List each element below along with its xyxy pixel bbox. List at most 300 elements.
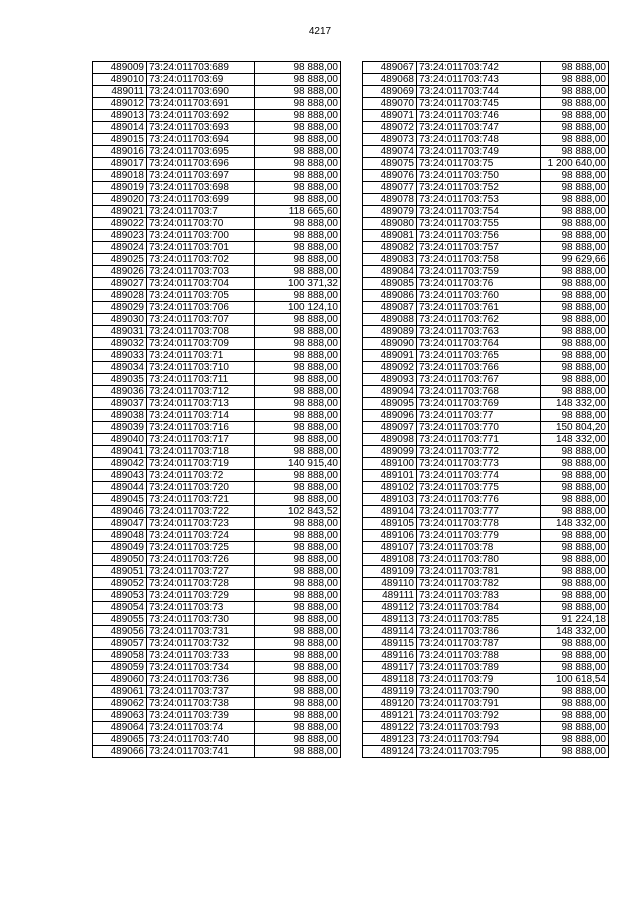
cadastral-number-cell: 73:24:011703:73 [147,602,255,614]
cadastral-value-cell: 98 888,00 [541,542,609,554]
cadastral-value-cell: 98 888,00 [541,530,609,542]
table-row [363,746,609,758]
row-number-cell: 489069 [363,86,417,98]
table-row [93,254,341,266]
table-row [93,290,341,302]
cadastral-number-cell: 73:24:011703:726 [147,554,255,566]
row-number-cell: 489041 [93,446,147,458]
table-row [363,86,609,98]
cadastral-number-cell: 73:24:011703:757 [417,242,541,254]
row-number-cell: 489015 [93,134,147,146]
table-row [93,326,341,338]
table-row [363,74,609,86]
cadastral-number-cell: 73:24:011703:75 [417,158,541,170]
table-row [363,458,609,470]
row-number-cell: 489036 [93,386,147,398]
cadastral-number-cell: 73:24:011703:793 [417,722,541,734]
cadastral-value-cell: 98 888,00 [255,230,341,242]
row-number-cell: 489014 [93,122,147,134]
cadastral-value-cell: 98 888,00 [255,614,341,626]
table-row [363,134,609,146]
cadastral-value-cell: 98 888,00 [541,554,609,566]
cadastral-value-cell: 98 888,00 [541,650,609,662]
cadastral-number-cell: 73:24:011703:782 [417,578,541,590]
cadastral-value-cell: 99 629,66 [541,254,609,266]
cadastral-value-cell: 98 888,00 [541,266,609,278]
row-number-cell: 489078 [363,194,417,206]
table-row [93,518,341,530]
cadastral-value-cell: 98 888,00 [255,638,341,650]
cadastral-value-cell: 98 888,00 [255,470,341,482]
cadastral-value-cell: 98 888,00 [541,566,609,578]
cadastral-number-cell: 73:24:011703:747 [417,122,541,134]
row-number-cell: 489032 [93,338,147,350]
cadastral-value-cell: 98 888,00 [541,482,609,494]
row-number-cell: 489017 [93,158,147,170]
row-number-cell: 489104 [363,506,417,518]
cadastral-number-cell: 73:24:011703:707 [147,314,255,326]
row-number-cell: 489096 [363,410,417,422]
cadastral-number-cell: 73:24:011703:721 [147,494,255,506]
table-row [363,662,609,674]
row-number-cell: 489052 [93,578,147,590]
cadastral-number-cell: 73:24:011703:780 [417,554,541,566]
cadastral-number-cell: 73:24:011703:700 [147,230,255,242]
cadastral-number-cell: 73:24:011703:756 [417,230,541,242]
table-row [363,686,609,698]
table-row [363,722,609,734]
table-row [93,386,341,398]
row-number-cell: 489039 [93,422,147,434]
row-number-cell: 489029 [93,302,147,314]
cadastral-number-cell: 73:24:011703:794 [417,734,541,746]
table-row [93,146,341,158]
cadastral-number-cell: 73:24:011703:748 [417,134,541,146]
cadastral-number-cell: 73:24:011703:712 [147,386,255,398]
row-number-cell: 489047 [93,518,147,530]
row-number-cell: 489023 [93,230,147,242]
table-row [93,722,341,734]
row-number-cell: 489040 [93,434,147,446]
row-number-cell: 489050 [93,554,147,566]
row-number-cell: 489086 [363,290,417,302]
cadastral-value-cell: 100 124,10 [255,302,341,314]
row-number-cell: 489085 [363,278,417,290]
cadastral-value-cell: 98 888,00 [541,458,609,470]
cadastral-number-cell: 73:24:011703:771 [417,434,541,446]
cadastral-value-cell: 98 888,00 [541,350,609,362]
cadastral-number-cell: 73:24:011703:792 [417,710,541,722]
row-number-cell: 489009 [93,62,147,74]
cadastral-value-cell: 98 888,00 [255,518,341,530]
row-number-cell: 489062 [93,698,147,710]
row-number-cell: 489106 [363,530,417,542]
cadastral-value-cell: 98 888,00 [541,470,609,482]
cadastral-number-cell: 73:24:011703:760 [417,290,541,302]
table-row [363,242,609,254]
cadastral-value-cell: 98 888,00 [541,206,609,218]
row-number-cell: 489122 [363,722,417,734]
cadastral-number-cell: 73:24:011703:788 [417,650,541,662]
table-row [93,710,341,722]
row-number-cell: 489110 [363,578,417,590]
row-number-cell: 489083 [363,254,417,266]
cadastral-number-cell: 73:24:011703:764 [417,338,541,350]
cadastral-number-cell: 73:24:011703:779 [417,530,541,542]
table-row [363,734,609,746]
table-row [363,566,609,578]
table-row [363,482,609,494]
cadastral-value-cell: 98 888,00 [255,602,341,614]
page-number: 4217 [308,26,332,37]
cadastral-number-cell: 73:24:011703:713 [147,398,255,410]
cadastral-number-cell: 73:24:011703:762 [417,314,541,326]
cadastral-number-cell: 73:24:011703:704 [147,278,255,290]
table-row [363,614,609,626]
cadastral-value-cell: 98 888,00 [255,266,341,278]
table-row [363,434,609,446]
table-row [363,602,609,614]
table-row [363,470,609,482]
cadastral-number-cell: 73:24:011703:781 [417,566,541,578]
cadastral-number-cell: 73:24:011703:754 [417,206,541,218]
cadastral-value-cell: 98 888,00 [255,746,341,758]
row-number-cell: 489071 [363,110,417,122]
row-number-cell: 489092 [363,362,417,374]
row-number-cell: 489051 [93,566,147,578]
cadastral-number-cell: 73:24:011703:733 [147,650,255,662]
row-number-cell: 489063 [93,710,147,722]
row-number-cell: 489111 [363,590,417,602]
table-row [93,302,341,314]
table-row [363,338,609,350]
cadastral-value-cell: 98 888,00 [541,62,609,74]
cadastral-value-cell: 102 843,52 [255,506,341,518]
cadastral-number-cell: 73:24:011703:70 [147,218,255,230]
cadastral-value-cell: 98 888,00 [255,446,341,458]
row-number-cell: 489072 [363,122,417,134]
table-row [93,434,341,446]
row-number-cell: 489112 [363,602,417,614]
cadastral-value-cell: 98 888,00 [255,62,341,74]
row-number-cell: 489043 [93,470,147,482]
cadastral-number-cell: 73:24:011703:740 [147,734,255,746]
row-number-cell: 489076 [363,170,417,182]
cadastral-value-cell: 98 888,00 [541,410,609,422]
table-row [363,530,609,542]
cadastral-value-cell: 98 888,00 [541,710,609,722]
cadastral-value-cell: 98 888,00 [255,290,341,302]
cadastral-number-cell: 73:24:011703:7 [147,206,255,218]
cadastral-value-cell: 118 665,60 [255,206,341,218]
table-row [363,194,609,206]
cadastral-value-cell: 150 804,20 [541,422,609,434]
cadastral-number-cell: 73:24:011703:790 [417,686,541,698]
row-number-cell: 489084 [363,266,417,278]
table-row [363,146,609,158]
table-row [93,482,341,494]
table-row [93,362,341,374]
cadastral-number-cell: 73:24:011703:778 [417,518,541,530]
cadastral-value-cell: 98 888,00 [255,158,341,170]
table-row [93,530,341,542]
cadastral-number-cell: 73:24:011703:701 [147,242,255,254]
row-number-cell: 489107 [363,542,417,554]
cadastral-value-cell: 148 332,00 [541,626,609,638]
row-number-cell: 489074 [363,146,417,158]
table-row [93,98,341,110]
cadastral-value-cell: 98 888,00 [541,662,609,674]
cadastral-value-cell: 98 888,00 [255,182,341,194]
cadastral-number-cell: 73:24:011703:691 [147,98,255,110]
cadastral-value-cell: 98 888,00 [255,194,341,206]
row-number-cell: 489094 [363,386,417,398]
table-row [93,218,341,230]
row-number-cell: 489037 [93,398,147,410]
row-number-cell: 489027 [93,278,147,290]
table-row [93,650,341,662]
cadastral-number-cell: 73:24:011703:738 [147,698,255,710]
cadastral-number-cell: 73:24:011703:786 [417,626,541,638]
row-number-cell: 489098 [363,434,417,446]
cadastral-value-cell: 98 888,00 [541,278,609,290]
row-number-cell: 489054 [93,602,147,614]
cadastral-number-cell: 73:24:011703:767 [417,374,541,386]
cadastral-value-cell: 98 888,00 [255,110,341,122]
cadastral-value-cell: 98 888,00 [255,338,341,350]
row-number-cell: 489035 [93,374,147,386]
cadastral-number-cell: 73:24:011703:78 [417,542,541,554]
table-row [93,338,341,350]
row-number-cell: 489089 [363,326,417,338]
row-number-cell: 489011 [93,86,147,98]
row-number-cell: 489067 [363,62,417,74]
row-number-cell: 489034 [93,362,147,374]
row-number-cell: 489100 [363,458,417,470]
cadastral-value-cell: 98 888,00 [255,242,341,254]
cadastral-number-cell: 73:24:011703:696 [147,158,255,170]
cadastral-number-cell: 73:24:011703:76 [417,278,541,290]
cadastral-number-cell: 73:24:011703:728 [147,578,255,590]
row-number-cell: 489058 [93,650,147,662]
row-number-cell: 489038 [93,410,147,422]
cadastral-number-cell: 73:24:011703:731 [147,626,255,638]
cadastral-number-cell: 73:24:011703:761 [417,302,541,314]
table-row [93,638,341,650]
cadastral-value-cell: 98 888,00 [255,542,341,554]
table-row [93,602,341,614]
row-number-cell: 489061 [93,686,147,698]
cadastral-value-cell: 98 888,00 [541,734,609,746]
table-row [363,674,609,686]
row-number-cell: 489046 [93,506,147,518]
cadastral-number-cell: 73:24:011703:722 [147,506,255,518]
row-number-cell: 489044 [93,482,147,494]
cadastral-value-cell: 98 888,00 [541,446,609,458]
table-row [363,422,609,434]
cadastral-value-cell: 98 888,00 [255,374,341,386]
table-row [93,122,341,134]
table-row [93,86,341,98]
cadastral-value-cell: 98 888,00 [255,218,341,230]
cadastral-number-cell: 73:24:011703:698 [147,182,255,194]
table-row [363,698,609,710]
table-row [93,614,341,626]
cadastral-number-cell: 73:24:011703:708 [147,326,255,338]
table-row [363,410,609,422]
row-number-cell: 489048 [93,530,147,542]
row-number-cell: 489093 [363,374,417,386]
cadastral-value-cell: 140 915,40 [255,458,341,470]
cadastral-value-cell: 98 888,00 [255,86,341,98]
row-number-cell: 489016 [93,146,147,158]
cadastral-value-cell: 98 888,00 [255,434,341,446]
row-number-cell: 489095 [363,398,417,410]
cadastral-number-cell: 73:24:011703:750 [417,170,541,182]
cadastral-value-cell: 98 888,00 [541,362,609,374]
row-number-cell: 489068 [363,74,417,86]
table-row [93,674,341,686]
table-row [363,446,609,458]
table-row [93,170,341,182]
row-number-cell: 489079 [363,206,417,218]
table-row [363,638,609,650]
cadastral-number-cell: 73:24:011703:753 [417,194,541,206]
row-number-cell: 489121 [363,710,417,722]
cadastral-number-cell: 73:24:011703:729 [147,590,255,602]
cadastral-number-cell: 73:24:011703:699 [147,194,255,206]
cadastral-number-cell: 73:24:011703:777 [417,506,541,518]
cadastral-number-cell: 73:24:011703:717 [147,434,255,446]
cadastral-number-cell: 73:24:011703:795 [417,746,541,758]
cadastral-number-cell: 73:24:011703:766 [417,362,541,374]
cadastral-value-cell: 98 888,00 [255,590,341,602]
cadastral-value-cell: 98 888,00 [255,146,341,158]
row-number-cell: 489075 [363,158,417,170]
cadastral-number-cell: 73:24:011703:787 [417,638,541,650]
table-row [93,194,341,206]
table-row [93,746,341,758]
cadastral-number-cell: 73:24:011703:690 [147,86,255,98]
table-row [363,326,609,338]
row-number-cell: 489057 [93,638,147,650]
cadastral-value-table-right [362,61,609,758]
table-row [93,698,341,710]
table-row [363,206,609,218]
table-row [363,170,609,182]
table-row [363,122,609,134]
cadastral-number-cell: 73:24:011703:706 [147,302,255,314]
cadastral-value-cell: 98 888,00 [541,182,609,194]
table-row [93,494,341,506]
row-number-cell: 489065 [93,734,147,746]
row-number-cell: 489020 [93,194,147,206]
table-row [93,398,341,410]
cadastral-number-cell: 73:24:011703:773 [417,458,541,470]
cadastral-value-cell: 98 888,00 [541,302,609,314]
cadastral-value-cell: 98 888,00 [255,326,341,338]
row-number-cell: 489022 [93,218,147,230]
cadastral-value-cell: 98 888,00 [541,218,609,230]
cadastral-number-cell: 73:24:011703:718 [147,446,255,458]
cadastral-number-cell: 73:24:011703:709 [147,338,255,350]
cadastral-number-cell: 73:24:011703:758 [417,254,541,266]
table-row [363,554,609,566]
row-number-cell: 489066 [93,746,147,758]
cadastral-value-cell: 98 888,00 [255,170,341,182]
row-number-cell: 489059 [93,662,147,674]
cadastral-number-cell: 73:24:011703:693 [147,122,255,134]
cadastral-value-cell: 98 888,00 [255,566,341,578]
cadastral-value-cell: 148 332,00 [541,398,609,410]
table-row [363,398,609,410]
cadastral-value-cell: 98 888,00 [255,686,341,698]
row-number-cell: 489118 [363,674,417,686]
row-number-cell: 489053 [93,590,147,602]
row-number-cell: 489060 [93,674,147,686]
table-row [93,314,341,326]
cadastral-number-cell: 73:24:011703:743 [417,74,541,86]
row-number-cell: 489049 [93,542,147,554]
cadastral-value-cell: 98 888,00 [255,134,341,146]
cadastral-number-cell: 73:24:011703:694 [147,134,255,146]
row-number-cell: 489115 [363,638,417,650]
table-row [363,254,609,266]
table-row [363,374,609,386]
table-row [363,98,609,110]
table-row [93,374,341,386]
row-number-cell: 489108 [363,554,417,566]
cadastral-number-cell: 73:24:011703:745 [417,98,541,110]
table-row [93,278,341,290]
cadastral-number-cell: 73:24:011703:710 [147,362,255,374]
table-row [363,578,609,590]
row-number-cell: 489097 [363,422,417,434]
table-row [93,626,341,638]
cadastral-value-cell: 98 888,00 [255,650,341,662]
cadastral-value-table-left [92,61,341,758]
table-row [363,314,609,326]
cadastral-value-cell: 98 888,00 [541,374,609,386]
cadastral-value-cell: 98 888,00 [541,314,609,326]
row-number-cell: 489088 [363,314,417,326]
cadastral-value-cell: 98 888,00 [541,386,609,398]
table-row [363,494,609,506]
cadastral-number-cell: 73:24:011703:776 [417,494,541,506]
cadastral-number-cell: 73:24:011703:768 [417,386,541,398]
row-number-cell: 489018 [93,170,147,182]
table-row [93,734,341,746]
row-number-cell: 489124 [363,746,417,758]
cadastral-value-cell: 98 888,00 [255,350,341,362]
cadastral-number-cell: 73:24:011703:723 [147,518,255,530]
table-row [93,554,341,566]
cadastral-value-cell: 98 888,00 [541,230,609,242]
cadastral-value-cell: 98 888,00 [255,314,341,326]
cadastral-value-cell: 98 888,00 [541,74,609,86]
cadastral-value-cell: 98 888,00 [255,362,341,374]
row-number-cell: 489030 [93,314,147,326]
table-row [363,386,609,398]
table-row [363,710,609,722]
cadastral-value-cell: 98 888,00 [541,122,609,134]
table-row [363,542,609,554]
cadastral-value-cell: 98 888,00 [541,134,609,146]
cadastral-number-cell: 73:24:011703:692 [147,110,255,122]
cadastral-value-cell: 98 888,00 [255,626,341,638]
row-number-cell: 489077 [363,182,417,194]
table-row [93,542,341,554]
